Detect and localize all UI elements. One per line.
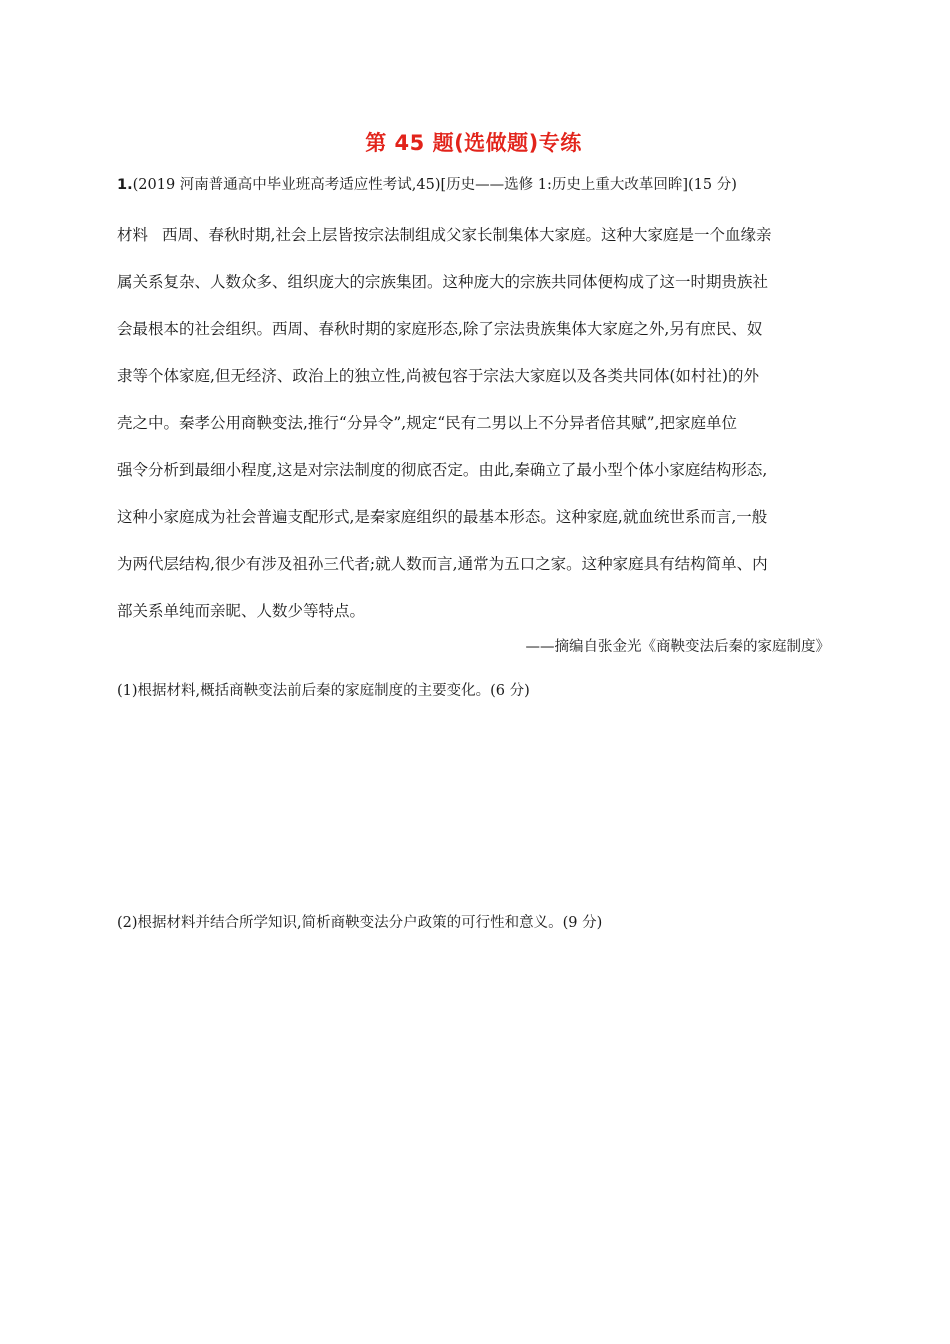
material-passage [117,212,830,635]
material-label: 材料 [117,226,149,244]
question-header [117,174,830,196]
material-line: 隶等个体家庭,但无经济、政治上的独立性,尚被包容于宗法大家庭以及各类共同体(如村社)的外 [117,367,759,385]
material-line: 这种小家庭成为社会普遍支配形式,是秦家庭组织的最基本形态。这种家庭,就血统世系而言,一般 [117,508,768,526]
material-line: 部关系单纯而亲昵、人数少等特点。 [117,602,366,620]
material-citation: ——摘编自张金光《商鞅变法后秦的家庭制度》 [525,639,830,655]
material-line: 为两代层结构,很少有涉及祖孙三代者;就人数而言,通常为五口之家。这种家庭具有结构简单、内 [117,555,768,573]
material-line: 会最根本的社会组织。西周、春秋时期的家庭形态,除了宗法贵族集体大家庭之外,另有庶民、奴 [117,320,763,338]
material-line: 属关系复杂、人数众多、组织庞大的宗族集团。这种庞大的宗族共同体便构成了这一时期贵族社 [117,273,769,291]
material-line: 强令分析到最细小程度,这是对宗法制度的彻底否定。由此,秦确立了最小型个体小家庭结构形态, [117,461,768,479]
page-title: 第 45 题(选做题)专练 [365,131,582,155]
material-line: 材料 西周、春秋时期,社会上层皆按宗法制组成父家长制集体大家庭。这种大家庭是一个血缘亲 [117,226,772,244]
material-line: 壳之中。秦孝公用商鞅变法,推行“分异令”,规定“民有二男以上不分异者倍其赋”,把家庭单位 [117,414,737,432]
question-number: 1. [117,177,133,193]
sub-question-1: (1)根据材料,概括商鞅变法前后秦的家庭制度的主要变化。(6 分) [117,683,530,699]
question-source-info: (2019 河南普通高中毕业班高考适应性考试,45)[历史——选修 1:历史上重大改革回眸](15 分) [132,177,737,193]
sub-question-2: (2)根据材料并结合所学知识,简析商鞅变法分户政策的可行性和意义。(9 分) [117,915,603,931]
